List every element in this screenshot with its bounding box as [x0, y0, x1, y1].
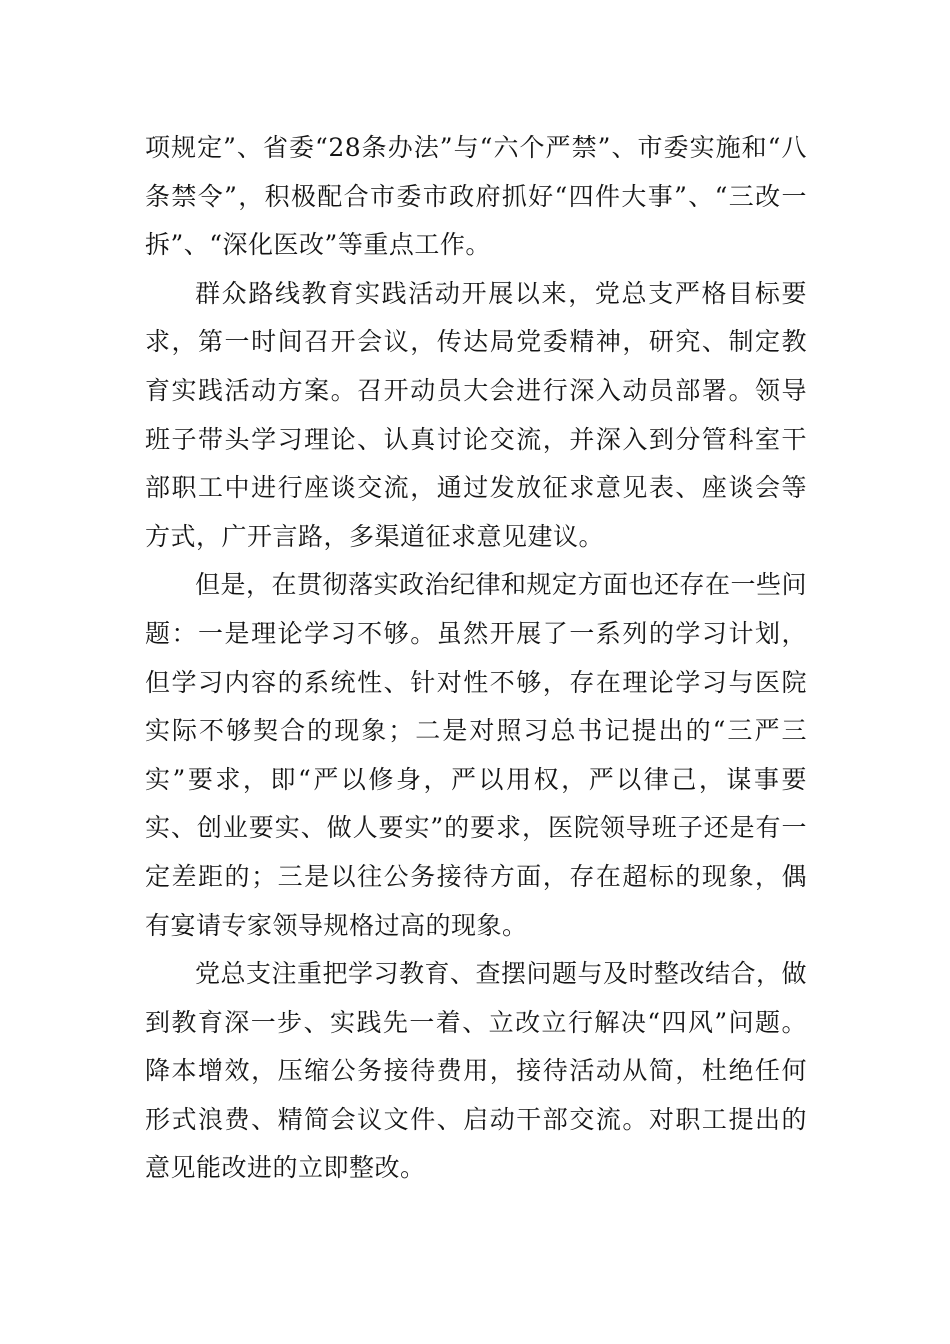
paragraph-3: 但是，在贯彻落实政治纪律和规定方面也还存在一些问题：一是理论学习不够。虽然开展了一系列的学习计划，但学习内容的系统性、针对性不够，存在理论学习与医院实际不够契合的现象；二是对照习总书记提出的“三严三实”要求，即“严以修身，严以用权，严以律己，谋事要实、创业要实、做人要实”的要求，医院领导班子还是有一定差距的；三是以往公务接待方面，存在超标的现象，偶有宴请专家领导规格过高的现象。	[145, 570, 808, 940]
document-body	[145, 124, 807, 1193]
paragraph-4: 党总支注重把学习教育、查摆问题与及时整改结合，做到教育深一步、实践先一着、立改立行解决“四风”问题。降本增效，压缩公务接待费用，接待活动从简，杜绝任何形式浪费、精简会议文件、启动干部交流。对职工提出的意见能改进的立即整改。	[145, 959, 808, 1183]
paragraph-1: 项规定”、省委“28条办法”与“六个严禁”、市委实施和“八条禁令”，积极配合市委市政府抓好“四件大事”、“三改一拆”、“深化医改”等重点工作。	[145, 133, 807, 260]
paragraph-2: 群众路线教育实践活动开展以来，党总支严格目标要求，第一时间召开会议，传达局党委精神，研究、制定教育实践活动方案。召开动员大会进行深入动员部署。领导班子带头学习理论、认真讨论交流，并深入到分管科室干部职工中进行座谈交流，通过发放征求意见表、座谈会等方式，广开言路，多渠道征求意见建议。	[145, 278, 807, 551]
